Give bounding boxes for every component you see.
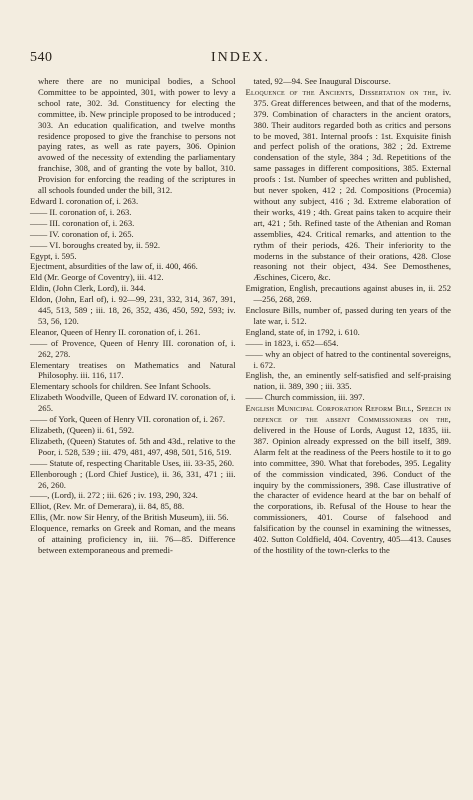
entry-text: Ejectment, absurdities of the law of, ii. 400, 466.	[30, 261, 198, 272]
entry-heading: English Municipal Corporation Reform Bill, Speech in defence of the absent Commissioners on the,	[245, 403, 451, 425]
index-entry	[246, 327, 452, 338]
entry-text: Elliot, (Rev. Mr. of Demerara), ii. 84, 85, 88.	[30, 501, 185, 512]
entry-text: Elementary treatises on Mathematics and Natural Philosophy. iii. 116, 117.	[30, 359, 236, 381]
index-entry	[30, 381, 236, 392]
entry-heading: Eloquence of the Ancients, Dissertation on the,	[245, 86, 439, 97]
right-column	[246, 76, 452, 788]
index-entry	[30, 294, 236, 327]
left-column	[30, 76, 236, 788]
index-entry	[246, 87, 452, 283]
index-entry	[30, 283, 236, 294]
entry-text: Elizabeth, (Queen) Statutes of. 5th and 43d., relative to the Poor, i. 528, 539 ; iii. 479, 481, 497, 498, 501, 516, 519.	[30, 435, 236, 457]
index-entry	[30, 229, 236, 240]
index-entry	[30, 360, 236, 382]
entry-text: —— why an object of hatred to the continental sovereigns, i. 672.	[245, 348, 451, 370]
entry-text: Elizabeth Woodville, Queen of Edward IV. coronation of, i. 265.	[30, 392, 236, 414]
entry-text: English, the, an eminently self-satisfied and self-praising nation, ii. 389, 390 ; iii. 335.	[245, 370, 451, 392]
index-entry	[30, 272, 236, 283]
index-entry	[30, 490, 236, 501]
index-entry	[246, 283, 452, 305]
entry-text: England, state of, in 1792, i. 610.	[245, 326, 360, 337]
entry-text: iv. 375. Great differences between, and that of the moderns, 379. Combination of characters in the ancient orators, 380. Their auditors regarded both as critics and persons to be moved, 381. Internal proofs : 1st. Exquisite finish and perfect polish of the orations, 382 ; 2d. Extreme condensation of the style, 384 ; 3d. Repetitions of the same passages in different compositions, 385. External proofs : 1st. Number of speeches written and published, but never spoken, 412 ; 2d. Compositions (Procemia) without any subject, 416 ; 3d. Extreme elaboration of their works, 419 ; 4th. Great pains taken to acquire their art, 421 ; 5th. Refined taste of the Athenian and Roman assemblies, 424. Critical remarks, and attention to the rythm of their periods, 426. Their inferiority to the moderns in the substance of their orations, 428. Close reasoning not their object, 434. See Demosthenes, Æschines, Cicero, &c.	[253, 86, 451, 283]
index-entry	[30, 469, 236, 491]
index-entry	[30, 425, 236, 436]
index-entry	[30, 392, 236, 414]
entry-text: —— III. coronation of, i. 263.	[30, 217, 135, 228]
entry-text: —— IV. coronation of, i. 265.	[30, 228, 134, 239]
entry-text: delivered in the House of Lords, August 12, 1835, iii. 387. Opinion already expressed on the bill itself, 389. Alarm felt at the readiness of the Peers hostile to it to go into committee, 390. What that forebodes, 395. Legality of the commission vindicated, 396. Conduct of the inquiry by the commissioners, 398. Case illustrative of the character of evidence heard at the bar on behalf of the corporations, ib. Refusal of the House to hear the commissioners, 401. Course of falsehood and falsification by the counsel in examining the witnesses, 402. Sutton Coldfield, 404. Coventry, 405—413. Causes of the hostility of the town-clerks to the	[253, 425, 451, 555]
entry-text: ——, (Lord), ii. 272 ; iii. 626 ; iv. 193, 290, 324.	[30, 490, 198, 501]
entry-text: —— VI. boroughs created by, ii. 592.	[30, 239, 161, 250]
entry-text: —— of Provence, Queen of Henry III. coronation of, i. 262, 278.	[30, 337, 236, 359]
entry-text: Eldin, (John Clerk, Lord), ii. 344.	[30, 283, 146, 294]
index-entry	[30, 327, 236, 338]
index-entry	[30, 76, 236, 196]
index-entry	[246, 370, 452, 392]
index-entry	[30, 458, 236, 469]
page-header	[30, 50, 451, 72]
index-entry	[30, 261, 236, 272]
entry-text: Eldon, (John, Earl of), i. 92—99, 231, 332, 314, 367, 391, 445, 513, 589 ; iii. 18, 26, 352, 436, 450, 592, 593; iv. 53, 56, 120.	[30, 294, 236, 326]
entry-text: —— Statute of, respecting Charitable Uses, iii. 33-35, 260.	[30, 457, 235, 468]
entry-text: Eloquence, remarks on Greek and Roman, and the means of attaining proficiency in, iii. 76—85. Difference between extemporaneous and premedi-	[30, 523, 236, 555]
entry-text: Ellenborough ; (Lord Chief Justice), ii. 36, 331, 471 ; iii. 26, 260.	[30, 468, 236, 490]
entry-text: —— Church commission, iii. 397.	[245, 392, 365, 403]
index-entry	[30, 501, 236, 512]
index-entry	[30, 414, 236, 425]
entry-text: Elizabeth, (Queen) ii. 61, 592.	[30, 425, 135, 435]
entry-text: tated, 92—94. See Inaugural Discourse.	[253, 76, 391, 86]
index-entry	[30, 436, 236, 458]
index-entry	[30, 207, 236, 218]
entry-text: where there are no municipal bodies, a School Committee to be appointed, 301, with power to levy a school rate, 302. 3d. Constituency for electing the committee, ib. New principle proposed to be introduced ; 303. An education qualification, and twelve months residence proposed to give the franchise to persons not paying rates, as well as rate payers, 306. Opinion avowed of the necessity of extending the parliamentary franchise, 308, and of granting the vote by ballot, 310. Provision for enforcing the reading of the scriptures in all schools founded under the bill, 312.	[38, 76, 236, 196]
index-entry	[30, 523, 236, 556]
running-title: INDEX.	[210, 50, 271, 65]
entry-text: Ellis, (Mr. now Sir Henry, of the British Museum), iii. 56.	[30, 512, 229, 523]
entry-text: —— in 1823, i. 652—654.	[245, 337, 339, 348]
entry-text: Edward I. coronation of, i. 263.	[30, 195, 139, 206]
entry-text: Egypt, i. 595.	[30, 250, 77, 261]
entry-text: Elementary schools for children. See Infant Schools.	[30, 381, 211, 392]
index-entry	[246, 392, 452, 403]
index-entry	[30, 512, 236, 523]
entry-text: Emigration, English, precautions against abuses in, ii. 252—256, 268, 269.	[245, 283, 451, 305]
index-entry	[30, 196, 236, 207]
entry-text: —— of York, Queen of Henry VII. coronation of, i. 267.	[30, 414, 226, 425]
page-number: 540	[30, 50, 53, 65]
index-entry	[246, 338, 452, 349]
entry-text: —— II. coronation of, i. 263.	[30, 206, 132, 217]
entry-text: Eld (Mr. George of Coventry), iii. 412.	[30, 272, 164, 283]
entry-text: Eleanor, Queen of Henry II. coronation of, i. 261.	[30, 326, 201, 337]
index-entry	[246, 349, 452, 371]
index-entry	[246, 305, 452, 327]
index-entry	[246, 403, 452, 556]
index-entry	[30, 218, 236, 229]
index-entry	[30, 240, 236, 251]
index-entry	[30, 251, 236, 262]
index-entry	[246, 76, 452, 87]
index-columns	[30, 76, 451, 788]
entry-text: Enclosure Bills, number of, passed during ten years of the late war, i. 512.	[245, 305, 451, 326]
index-entry	[30, 338, 236, 360]
